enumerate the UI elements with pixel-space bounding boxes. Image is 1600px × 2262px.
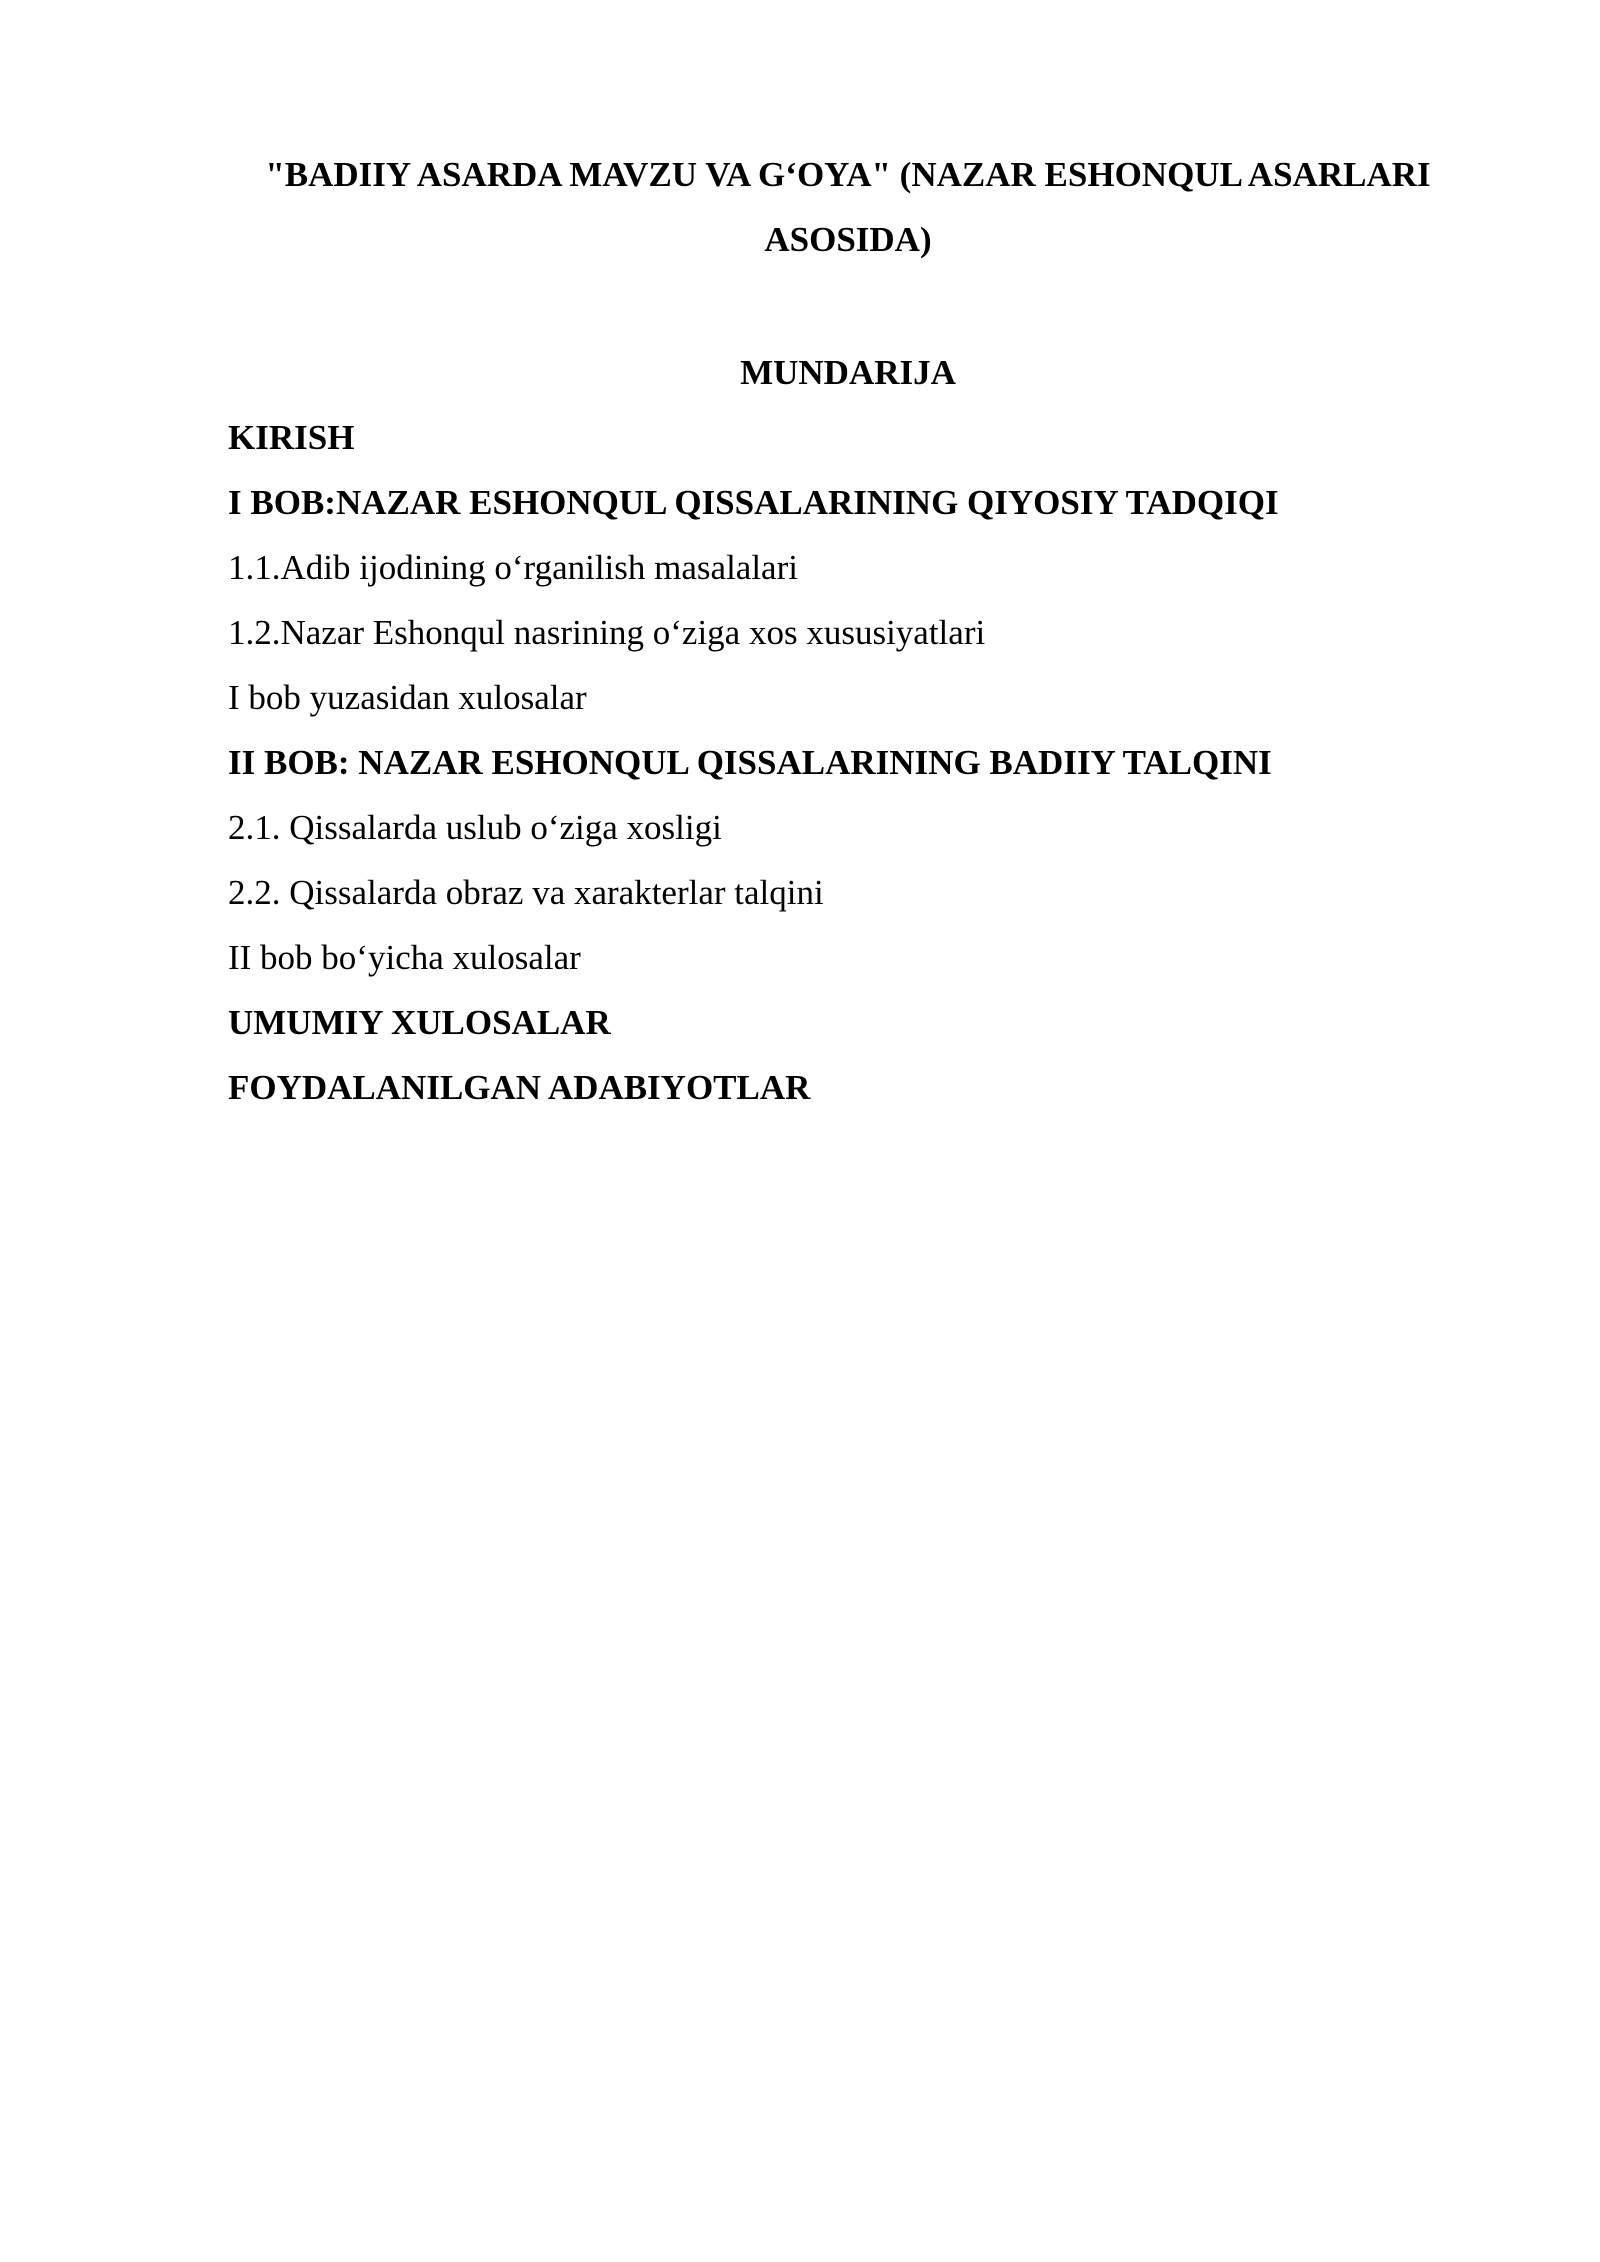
table-of-contents xyxy=(228,405,1468,1120)
toc-item-general-conclusions: UMUMIY XULOSALAR xyxy=(228,1003,611,1042)
toc-item-section-2-2: 2.2. Qissalarda obraz va xarakterlar talqini xyxy=(228,873,824,912)
toc-item-chapter-2-conclusions: II bob bo‘yicha xulosalar xyxy=(228,938,581,977)
toc-item-chapter-1: I BOB:NAZAR ESHONQUL QISSALARINING QIYOSIY TADQIQI xyxy=(228,483,1279,522)
toc-item-section-1-1: 1.1.Adib ijodining o‘rganilish masalalari xyxy=(228,548,798,587)
toc-item-references: FOYDALANILGAN ADABIYOTLAR xyxy=(228,1068,811,1107)
toc-item-kirish: KIRISH xyxy=(228,418,355,457)
toc-item-section-2-1: 2.1. Qissalarda uslub o‘ziga xosligi xyxy=(228,808,722,847)
toc-heading: MUNDARIJA xyxy=(740,353,956,392)
toc-item-section-1-2: 1.2.Nazar Eshonqul nasrining o‘ziga xos xususiyatlari xyxy=(228,613,986,652)
toc-item-chapter-2: II BOB: NAZAR ESHONQUL QISSALARINING BADIIY TALQINI xyxy=(228,743,1272,782)
toc-item-chapter-1-conclusions: I bob yuzasidan xulosalar xyxy=(228,678,587,717)
document-title: "BADIIY ASARDA MAVZU VA G‘OYA" (NAZAR ESHONQUL ASARLARI ASOSIDA) xyxy=(265,155,1431,259)
